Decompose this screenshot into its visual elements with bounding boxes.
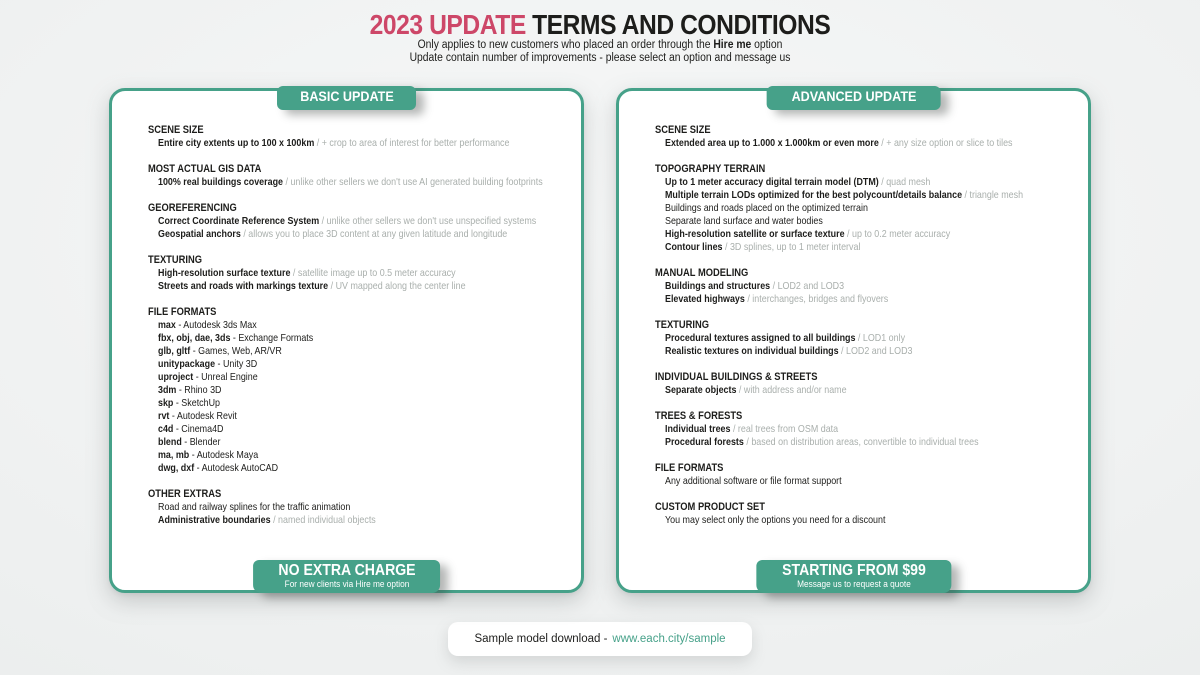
feature-item: Separate land surface and water bodies (665, 215, 823, 227)
feature-label: 3dm (158, 384, 177, 396)
starting-price-subtitle: Message us to request a quote (796, 579, 911, 589)
feature-item: Road and railway splines for the traffic animation (158, 501, 351, 513)
section-title: SCENE SIZE (655, 124, 711, 136)
section-title: OTHER EXTRAS (148, 488, 222, 500)
page-title (72, 11, 1128, 39)
section-georeferencing (148, 202, 573, 241)
feature-label: Multiple terrain LODs optimized for the best polycount/details balance (665, 189, 963, 201)
feature-label: Geospatial anchors (158, 228, 241, 240)
section-title: CUSTOM PRODUCT SET (655, 501, 765, 513)
sample-download-row (0, 622, 1200, 656)
feature-item (158, 280, 511, 293)
feature-label: Individual trees (665, 423, 731, 435)
feature-note: / 3D splines, up to 1 meter interval (722, 241, 861, 253)
section-title: MANUAL MODELING (655, 267, 749, 279)
feature-item (665, 228, 1018, 241)
feature-item: Any additional software or file format support (665, 475, 842, 487)
advanced-update-badge-label: ADVANCED UPDATE (791, 88, 916, 104)
feature-label: unitypackage (158, 358, 216, 370)
feature-item: ma, mb - Autodesk Maya (158, 449, 259, 461)
feature-note: / real trees from OSM data (730, 423, 839, 435)
feature-item (665, 293, 1018, 306)
panel-advanced-update (616, 88, 1091, 593)
sample-download-link[interactable]: www.each.city/sample (612, 633, 726, 645)
basic-sections (148, 124, 573, 527)
feature-label: Entire city extents up to 100 x 100km (158, 137, 315, 149)
feature-label: High-resolution surface texture (158, 267, 291, 279)
subtitle-1-post: option (751, 39, 783, 51)
feature-note: / with address and/or name (736, 384, 847, 396)
feature-label: ma, mb (158, 449, 190, 461)
title-rest: TERMS AND CONDITIONS (532, 9, 831, 40)
feature-item: Buildings and roads placed on the optimized terrain (665, 202, 868, 214)
feature-item: unitypackage - Unity 3D (158, 358, 258, 370)
section-texturing (655, 319, 1080, 358)
feature-note: / satellite image up to 0.5 meter accuracy (290, 267, 456, 279)
section-title: INDIVIDUAL BUILDINGS & STREETS (655, 371, 818, 383)
feature-item (158, 215, 537, 228)
section-other-extras (148, 488, 573, 527)
feature-label: Buildings and structures (665, 280, 771, 292)
feature-item: glb, gltf - Games, Web, AR/VR (158, 345, 282, 357)
feature-note: / unlike other sellers we don't use AI generated building footprints (283, 176, 543, 188)
feature-item: blend - Blender (158, 436, 221, 448)
feature-item: max - Autodesk 3ds Max (158, 319, 257, 331)
feature-item (158, 176, 543, 189)
panels (0, 88, 1200, 593)
subtitle-1-bold: Hire me (713, 39, 752, 51)
starting-price-title: STARTING FROM $99 (781, 562, 926, 579)
feature-item (665, 137, 1018, 150)
feature-label: 100% real buildings coverage (158, 176, 284, 188)
feature-item (665, 436, 1018, 449)
feature-item (665, 176, 1018, 189)
feature-note: / quad mesh (878, 176, 931, 188)
section-topography-terrain (655, 163, 1080, 254)
sample-download-label: Sample model download - (474, 633, 608, 645)
feature-label: dwg, dxf (158, 462, 195, 474)
feature-note: / triangle mesh (962, 189, 1024, 201)
feature-note: / based on distribution areas, convertible to individual trees (743, 436, 979, 448)
feature-label: Administrative boundaries (158, 514, 271, 526)
feature-item: c4d - Cinema4D (158, 423, 224, 435)
subtitle-line-2: Update contain number of improvements - please select an option and message us (409, 52, 791, 64)
feature-note: / unlike other sellers we don't use unspecified systems (319, 215, 537, 227)
section-file-formats (148, 306, 573, 475)
section-texturing (148, 254, 573, 293)
feature-item (665, 423, 1018, 436)
feature-item (665, 280, 1018, 293)
feature-item: dwg, dxf - Autodesk AutoCAD (158, 462, 279, 474)
basic-update-badge (277, 86, 417, 110)
section-title: TREES & FORESTS (655, 410, 743, 422)
feature-label: Extended area up to 1.000 x 1.000km or even more (665, 137, 879, 149)
feature-item: uproject - Unreal Engine (158, 371, 258, 383)
feature-label: blend (158, 436, 182, 448)
feature-label: Up to 1 meter accuracy digital terrain model (DTM) (665, 176, 879, 188)
feature-item (665, 241, 1018, 254)
section-title: FILE FORMATS (655, 462, 724, 474)
section-title: MOST ACTUAL GIS DATA (148, 163, 262, 175)
no-extra-charge-title: NO EXTRA CHARGE (277, 562, 416, 579)
feature-item (665, 189, 1024, 202)
basic-update-badge-label: BASIC UPDATE (299, 88, 394, 104)
feature-label: rvt (158, 410, 170, 422)
feature-note: / UV mapped along the center line (328, 280, 466, 292)
subtitle-1-pre: Only applies to new customers who placed an order through the (417, 39, 714, 51)
feature-item: skp - SketchUp (158, 397, 221, 409)
feature-item (158, 137, 511, 150)
no-extra-charge-subtitle: For new clients via Hire me option (284, 579, 409, 589)
feature-item (158, 267, 511, 280)
title-accent: 2023 UPDATE (369, 9, 526, 40)
feature-note: / LOD1 only (855, 332, 906, 344)
section-title: TEXTURING (148, 254, 203, 266)
feature-label: Correct Coordinate Reference System (158, 215, 320, 227)
feature-item (665, 384, 1018, 397)
feature-label: Procedural textures assigned to all buildings (665, 332, 856, 344)
section-individual-buildings-streets (655, 371, 1080, 397)
feature-item (665, 345, 1018, 358)
section-file-formats (655, 462, 1080, 488)
feature-item: rvt - Autodesk Revit (158, 410, 237, 422)
section-scene-size (148, 124, 573, 150)
feature-label: c4d (158, 423, 174, 435)
no-extra-charge-badge (253, 560, 441, 593)
section-title: TEXTURING (655, 319, 710, 331)
feature-note: / + crop to area of interest for better performance (314, 137, 510, 149)
feature-item: fbx, obj, dae, 3ds - Exchange Formats (158, 332, 314, 344)
feature-item: 3dm - Rhino 3D (158, 384, 222, 396)
feature-label: uproject (158, 371, 194, 383)
feature-item: You may select only the options you need for a discount (665, 514, 886, 526)
section-manual-modeling (655, 267, 1080, 306)
header (0, 0, 1200, 65)
feature-label: Separate objects (665, 384, 737, 396)
advanced-sections (655, 124, 1080, 527)
section-title: TOPOGRAPHY TERRAIN (655, 163, 766, 175)
feature-label: Streets and roads with markings texture (158, 280, 329, 292)
section-most-actual-gis-data (148, 163, 573, 189)
feature-note: / named individual objects (270, 514, 376, 526)
feature-note: / + any size option or slice to tiles (878, 137, 1013, 149)
feature-item (158, 228, 511, 241)
feature-note: / up to 0.2 meter accuracy (844, 228, 951, 240)
feature-label: glb, gltf (158, 345, 191, 357)
starting-price-badge (756, 560, 951, 593)
section-title: FILE FORMATS (148, 306, 217, 318)
feature-label: fbx, obj, dae, 3ds (158, 332, 231, 344)
section-title: GEOREFERENCING (148, 202, 237, 214)
feature-label: Realistic textures on individual buildings (665, 345, 839, 357)
subtitle-line-1 (60, 39, 1140, 52)
feature-label: max (158, 319, 176, 331)
section-trees-forests (655, 410, 1080, 449)
feature-label: Contour lines (665, 241, 723, 253)
feature-label: skp (158, 397, 174, 409)
feature-note: / allows you to place 3D content at any given latitude and longitude (240, 228, 508, 240)
feature-note: / LOD2 and LOD3 (770, 280, 845, 292)
section-custom-product-set (655, 501, 1080, 527)
feature-note: / LOD2 and LOD3 (838, 345, 913, 357)
feature-label: Elevated highways (665, 293, 745, 305)
feature-label: Procedural forests (665, 436, 744, 448)
section-scene-size (655, 124, 1080, 150)
feature-item (158, 514, 511, 527)
feature-item (665, 332, 1018, 345)
panel-basic-update (109, 88, 584, 593)
feature-label: High-resolution satellite or surface texture (665, 228, 845, 240)
feature-note: / interchanges, bridges and flyovers (744, 293, 889, 305)
advanced-update-badge (766, 86, 941, 110)
section-title: SCENE SIZE (148, 124, 204, 136)
sample-download-bar (448, 622, 751, 656)
